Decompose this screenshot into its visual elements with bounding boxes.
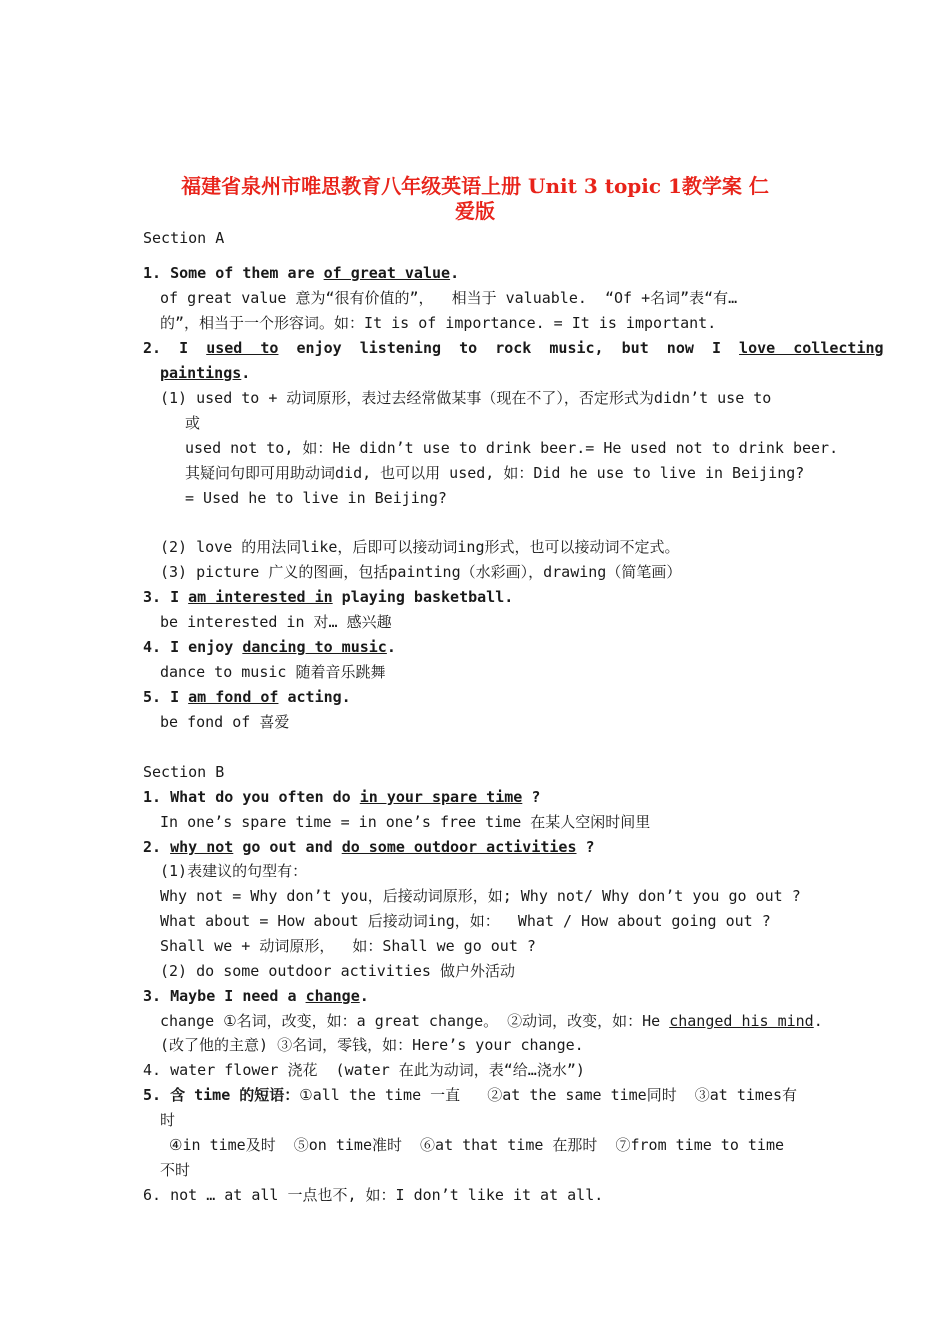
a4-pre: 4. I enjoy	[143, 638, 243, 656]
b1-post: ?	[522, 788, 541, 806]
a1-note-2: 的”，相当于一个形容词。如：It is of importance. = It is important.	[160, 314, 717, 332]
b-item-4: 4. water flower 浇花 (water 在此为动词，表“给…浇水”)	[143, 1061, 585, 1079]
a4-post: .	[386, 638, 396, 656]
a-item-2-cont	[160, 363, 250, 383]
a2-note-1: (1) used to + 动词原形，表过去经常做某事（现在不了），否定形式为didn’t use to	[160, 389, 772, 407]
b2-note-2: Why not = Why don’t you，后接动词原形，如; Why not/ Why don’t you go out ?	[160, 887, 801, 905]
a3-post: playing basketball.	[332, 588, 514, 606]
b-item-3	[143, 986, 369, 1006]
a-item-5	[143, 687, 351, 707]
a5-underline: am fond of	[188, 688, 279, 706]
a2-p3: listening to rock music, but now I	[359, 339, 740, 357]
a-item-4	[143, 637, 396, 657]
title-line-2: 爱版	[455, 199, 495, 223]
a5-post: acting.	[278, 688, 351, 706]
a2-note-6: (3) picture 广义的图画，包括painting（水彩画），drawing（简笔画）	[160, 563, 682, 581]
a1-note-1: of great value 意为“很有价值的”， 相当于 valuable. “Of +名词”表“有…	[160, 289, 738, 307]
a3-pre: 3. I	[143, 588, 189, 606]
b3-pre: 3. Maybe I need a	[143, 987, 306, 1005]
b-item-5	[143, 1085, 797, 1105]
b-item-1	[143, 787, 540, 807]
a-item-1	[143, 263, 459, 283]
b3-note-2: (改了他的主意) ③名词，零钱，如：Here’s your change.	[160, 1036, 584, 1054]
a3-note: be interested in 对… 感兴趣	[160, 613, 392, 631]
a2-underline-2: love collecting	[739, 339, 884, 357]
a-item-2	[143, 338, 884, 358]
b5-rest: ①all the time 一直 ②at the same time同时 ③at times有	[299, 1086, 798, 1104]
b3-note-1	[160, 1011, 823, 1031]
b3-underline: change	[305, 987, 360, 1005]
a1-pre: 1. Some of them are	[143, 264, 324, 282]
title-line-1: 福建省泉州市唯思教育八年级英语上册 Unit 3 topic 1教学案 仁	[181, 174, 769, 198]
b5-note-3: 不时	[160, 1161, 191, 1179]
a5-note: be fond of 喜爱	[160, 713, 290, 731]
b-item-2	[143, 837, 595, 857]
b2-mid: go out and	[233, 838, 342, 856]
b3-n1a: change ①名词，改变，如：a great change。 ②动词，改变，如：He	[160, 1012, 670, 1030]
b2-underline-1: why not	[170, 838, 234, 856]
b5-pre: 5. 含 time 的短语：	[143, 1086, 300, 1104]
a2-p2: enjoy	[278, 339, 360, 357]
a-item-3	[143, 587, 513, 607]
a2-note-5: (2) love 的用法同like，后即可以接动词ing形式，也可以接动词不定式。	[160, 538, 680, 556]
b2-post: ?	[576, 838, 595, 856]
section-b-heading: Section B	[143, 763, 225, 781]
a2-note-4: = Used he to live in Beijing?	[185, 489, 447, 507]
b1-pre: 1. What do you often do	[143, 788, 360, 806]
a2-note-1b: 或	[185, 414, 201, 432]
b2-pre: 2.	[143, 838, 171, 856]
b2-note-4: Shall we + 动词原形， 如：Shall we go out ?	[160, 937, 536, 955]
a4-note: dance to music 随着音乐跳舞	[160, 663, 386, 681]
b2-underline-2: do some outdoor activities	[341, 838, 577, 856]
a2-underline-3: paintings	[160, 364, 242, 382]
b5-note-2: ④in time及时 ⑤on time准时 ⑥at that time 在那时 ⑦from time to time	[160, 1136, 785, 1154]
b1-note: In one’s spare time = in one’s free time 在某人空闲时间里	[160, 813, 651, 831]
section-a-heading: Section A	[143, 229, 225, 247]
b2-note-1: (1)表建议的句型有：	[160, 862, 308, 880]
b-item-6: 6. not … at all 一点也不, 如：I don’t like it at all.	[143, 1186, 604, 1204]
a1-underline: of great value	[323, 264, 451, 282]
a2-p4: .	[241, 364, 251, 382]
b3-n1-underline: changed his mind	[669, 1012, 814, 1030]
b5-note-1: 时	[160, 1111, 176, 1129]
b1-underline: in your spare time	[359, 788, 523, 806]
a2-note-2: used not to, 如：He didn’t use to drink beer.= He used not to drink beer.	[185, 439, 839, 457]
b3-post: .	[359, 987, 369, 1005]
a4-underline: dancing to music	[242, 638, 387, 656]
a3-underline: am interested in	[188, 588, 333, 606]
b3-n1b: .	[813, 1012, 823, 1030]
a2-underline-1: used to	[206, 339, 279, 357]
b2-note-3: What about = How about 后接动词ing，如： What / How about going out ?	[160, 912, 771, 930]
a5-pre: 5. I	[143, 688, 189, 706]
a2-p1: 2. I	[143, 339, 207, 357]
a2-note-3: 其疑问句即可用助动词did, 也可以用 used, 如：Did he use to live in Beijing?	[185, 464, 805, 482]
a1-post: .	[450, 264, 460, 282]
b2-note-5: (2) do some outdoor activities 做户外活动	[160, 962, 515, 980]
document-title	[140, 174, 810, 224]
